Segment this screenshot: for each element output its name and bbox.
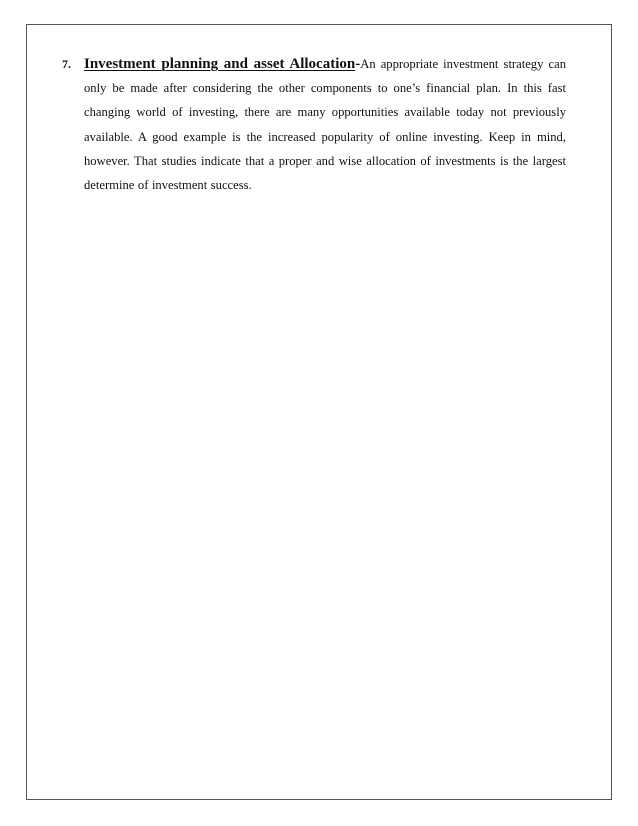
item-paragraph [84,52,566,197]
heading-dash: - [355,56,361,72]
numbered-item [62,52,566,197]
item-number: 7. [62,57,71,71]
item-body-text: An appropriate investment strategy can only be made after considering the other components to one’s financial plan. In this fast changing world of investing, there are many opportunities available today not previously available. A good example is the increased popularity of online investing. Keep in mind, however. That studies indicate that a proper and wise allocation of investments is the largest determine of investment success. [84,57,566,193]
item-heading: Investment planning and asset Allocation [84,56,356,72]
